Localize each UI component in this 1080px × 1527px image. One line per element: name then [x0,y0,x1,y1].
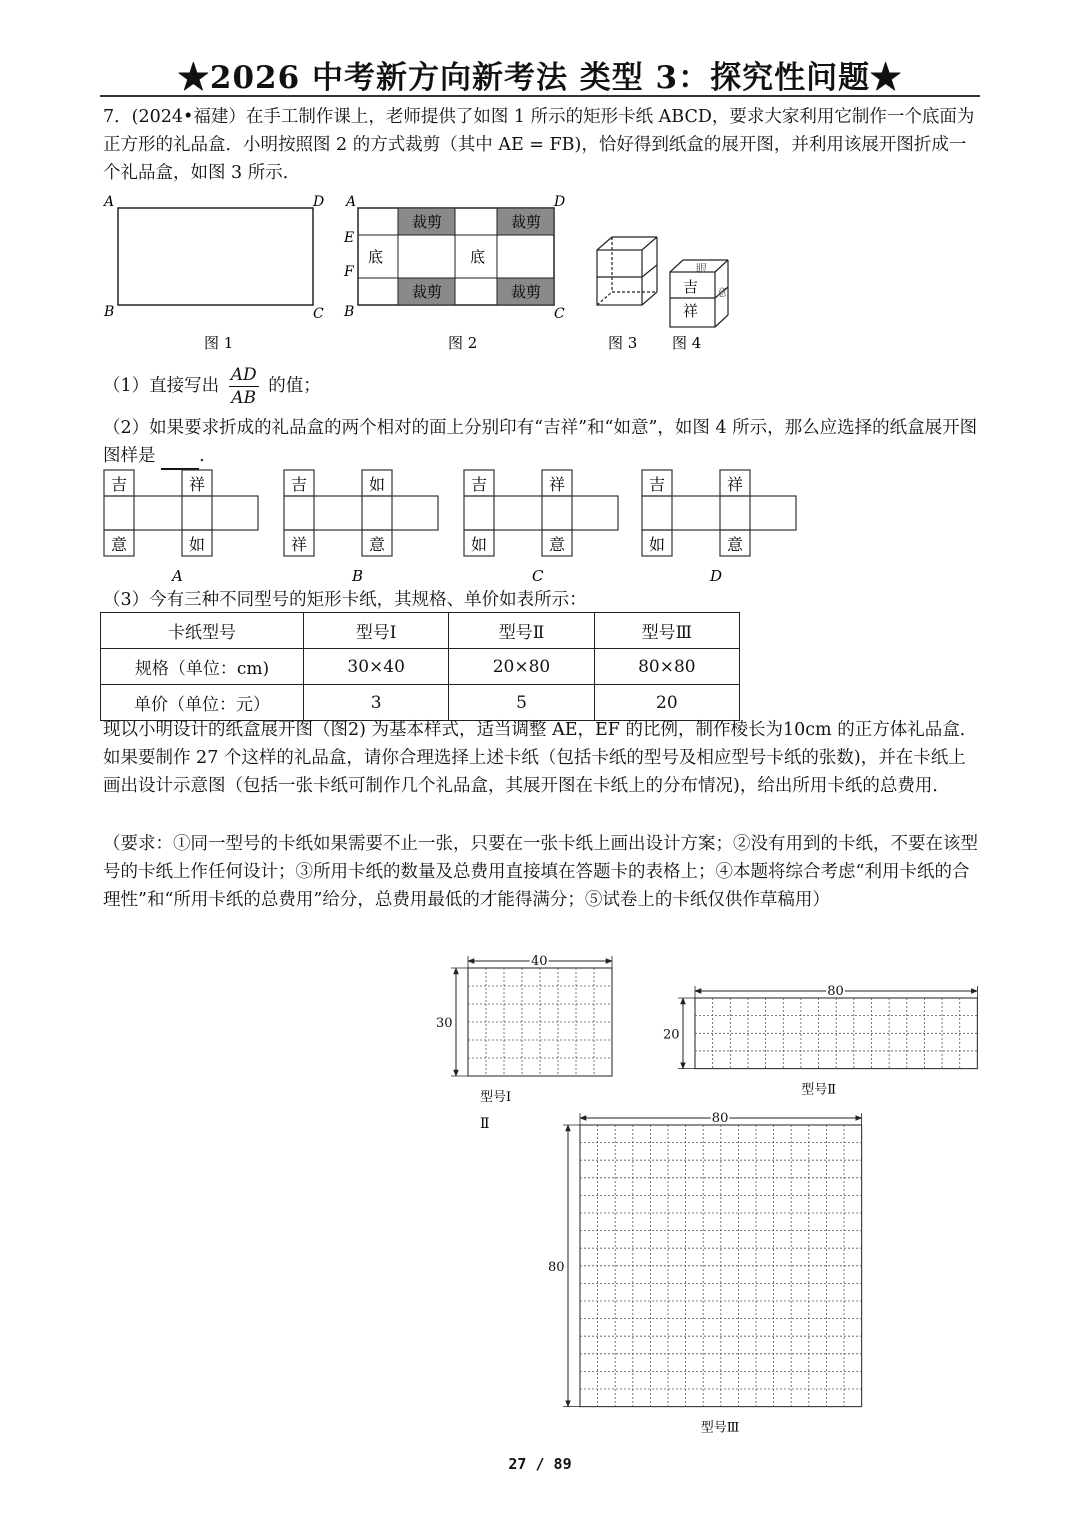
fig1-label-d: D [313,194,325,210]
question-3-requirements: （要求：①同一型号的卡纸如果需要不止一张，只要在一张卡纸上画出设计方案；②没有用到的卡纸，不要在该型号的卡纸上作任何设计；③所用卡纸的数量及总费用直接填在答题卡的表格上；④本题将综合考虑“利用卡纸的合理性”和“所用卡纸的总费用”给分，总费用最低的才能得满分；⑤试卷上的卡纸仅供作草稿用） [103,834,978,910]
q1-fraction [229,364,259,409]
table-cell: 3 [304,685,449,721]
fig2-label-e: E [344,230,355,246]
option-net-d [642,470,796,585]
stray-mark: Ⅱ [480,1116,490,1132]
grid-width-label: 80 [711,1111,729,1126]
option-label-b: B [352,567,364,585]
q1-prefix: （1）直接写出 [103,376,220,396]
q1-numerator: AD [230,365,257,385]
grid-card-1 [436,954,612,1105]
fig2-label-b: B [344,304,355,320]
question-2 [103,414,980,470]
grid-width-label: 40 [531,954,548,969]
fig2-cut-2: 裁剪 [511,213,542,231]
option-d-char: 祥 [727,475,744,494]
option-c-char: 意 [549,535,566,554]
option-d-char: 如 [649,535,666,554]
option-c-char: 吉 [471,475,488,494]
option-b-char: 祥 [291,535,308,554]
table-cell: 5 [449,685,594,721]
fig2-caption: 图 2 [448,334,478,352]
fig2-label-c: C [554,306,565,322]
option-c-char: 如 [471,535,488,554]
question-3-intro: （3）今有三种不同型号的矩形卡纸，其规格、单价如表所示： [103,590,587,610]
option-a-char: 意 [111,535,128,554]
option-label-a: A [172,567,183,585]
grid-card-name: 型号Ⅲ [700,1420,740,1436]
option-net-c [464,470,618,585]
fig4-caption: 图 4 [672,334,702,352]
table-cell: 型号Ⅲ [594,613,739,649]
fig2-cut-4: 裁剪 [511,283,542,301]
q2-text: （2）如果要求折成的礼品盒的两个相对的面上分别印有“吉祥”和“如意”，如图 4 所示，那么应选择的纸盒展开图图样是 [103,418,978,466]
option-a-char: 祥 [189,475,206,494]
question-3-body: 现以小明设计的纸盒展开图（图2) 为基本样式，适当调整 AE，EF 的比例，制作棱长为10cm 的正方体礼品盒．如果要制作 27 个这样的礼品盒，请你合理选择上述卡纸（包括卡纸的型号及相应型号卡纸的张数)，并在卡纸上画出设计示意图（包括一张卡纸可制作几个礼品盒，其展开图在卡纸上的分布情况)，给出所用卡纸的总费用． [103,720,978,796]
option-b-char: 吉 [291,475,308,494]
fig2-cut-3: 裁剪 [412,283,443,301]
fig4-char-side: 意 [717,288,727,299]
q1-suffix: 的值； [268,376,321,396]
grid-height-label: 80 [548,1259,565,1275]
grid-card-2 [663,984,977,1098]
grid-card-3 [548,1111,862,1436]
grid-card-name: 型号Ⅰ [480,1090,512,1105]
table-cell: 单价（单位：元） [101,685,304,721]
fig1-caption: 图 1 [204,334,234,352]
fig2-cut-1: 裁剪 [412,213,443,231]
option-net-a [104,470,258,585]
table-cell: 卡纸型号 [101,613,304,649]
table-cell: 型号Ⅱ [449,613,594,649]
table-row [101,613,740,649]
option-a-char: 吉 [111,475,128,494]
figure-1 [102,194,324,352]
grid-height-label: 20 [663,1027,680,1043]
figure-3 [597,237,657,305]
option-d-char: 吉 [649,475,666,494]
spec-table [100,612,740,721]
q1-denominator: AB [231,388,257,408]
grid-card-name: 型号Ⅱ [801,1082,837,1098]
table-cell: 规格（单位：cm) [101,649,304,685]
page-number: 27 / 89 [508,1455,572,1473]
fig2-label-f: F [344,264,354,280]
fig2-base-2: 底 [470,248,486,266]
option-label-c: C [532,567,544,585]
table-cell: 20 [594,685,739,721]
question-1 [103,362,980,410]
grid-width-label: 80 [827,984,844,999]
fig2-label-d: D [554,194,566,210]
table-row [101,649,740,685]
card-grids [430,950,990,1445]
fig2-base-1: 底 [368,248,384,266]
header-divider [100,95,980,97]
figure-2 [343,194,565,352]
fig1-label-c: C [313,306,324,322]
option-net-b [284,470,438,585]
option-c-char: 祥 [549,475,566,494]
q2-options [100,466,810,588]
grid-height-label: 30 [436,1016,453,1031]
page-title: ★2026 中考新方向新考法 类型 3：探究性问题★ [177,60,903,96]
fig2-label-a: A [346,194,357,210]
option-a-char: 如 [189,535,206,554]
problem-intro: 7．(2024•福建）在手工制作课上，老师提供了如图 1 所示的矩形卡纸 ABCD，要求大家利用它制作一个底面为正方形的礼品盒．小明按照图 2 的方式裁剪（其中 AE = FB)，恰好得到纸盒的展开图，并利用该展开图折成一个礼品盒，如图 3 所示． [103,107,975,183]
table-cell: 20×80 [449,649,594,685]
fig1-label-b: B [104,304,115,320]
fig4-char-top: 眼 [696,262,707,275]
option-b-char: 如 [369,475,386,494]
option-label-d: D [710,567,723,585]
table-cell: 80×80 [594,649,739,685]
fig4-char-ji: 吉 [683,278,699,296]
fig3-caption: 图 3 [608,334,638,352]
fig4-char-xiang: 祥 [683,302,699,320]
table-cell: 30×40 [304,649,449,685]
option-b-char: 意 [369,535,386,554]
figures-1-4 [100,190,750,360]
fig1-label-a: A [104,194,115,210]
table-cell: 型号Ⅰ [304,613,449,649]
q2-end: . [199,446,205,466]
option-d-char: 意 [727,535,744,554]
